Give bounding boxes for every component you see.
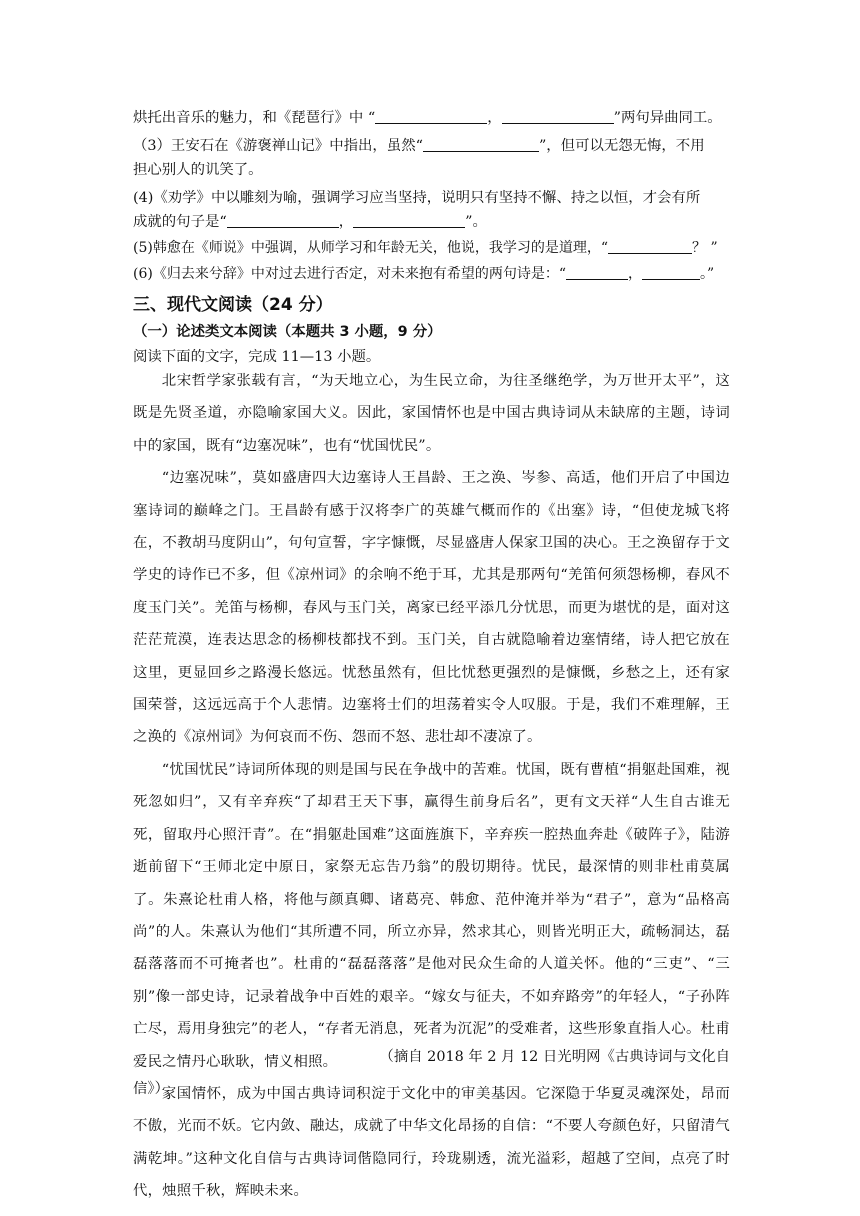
- source-line-2: 信》）: [133, 1081, 169, 1097]
- answer-blank[interactable]: [566, 265, 628, 280]
- item-5-text-pre: (5)韩愈在《师说》中强调，从师学习和年龄无关，他说，我学习的是道理，“: [133, 240, 608, 256]
- item-4-text-pre: 成就的句子是“: [133, 214, 227, 230]
- passage-source: [133, 1041, 730, 1105]
- exercise-item-3-line-2: 担心别人的讥笑了。: [133, 162, 263, 178]
- answer-blank[interactable]: [353, 213, 465, 228]
- passage-paragraph-1: 北宋哲学家张载有言，“为天地立心，为生民立命，为往圣继绝学，为万世开太平”，这既是先贤圣道，亦隐喻家国大义。因此，家国情怀也是中国古典诗词从未缺席的主题，诗词中的家国，既有“边塞况味”，也有“忧国忧民”。: [133, 373, 730, 454]
- answer-blank[interactable]: [423, 137, 539, 152]
- subsection-1-title: （一）论述类文本阅读（本题共 3 小题，9 分）: [133, 324, 442, 340]
- answer-blank[interactable]: [642, 265, 700, 280]
- passage-paragraph-2: “边塞况味”，莫如盛唐四大边塞诗人王昌龄、王之涣、岑参、高适，他们开启了中国边塞诗词的巅峰之门。王昌龄有感于汉将李广的英雄气概而作的《出塞》诗，“但使龙城飞将在，不教胡马度阴山”，句句宣誓，字字慷慨，尽显盛唐人保家卫国的决心。王之涣留存于文学史的诗作已不多，但《凉州词》的余响不绝于耳，尤其是那两句“羌笛何须怨杨柳，春风不度玉门关”。羌笛与杨柳，春风与玉门关，离家已经平添几分忧思，而更为堪忧的是，面对这茫茫荒漠，连表达思念的杨柳枝都找不到。玉门关，自古就隐喻着边塞情绪，诗人把它放在这里，更显回乡之路漫长悠远。忧愁虽然有，但比忧愁更强烈的是慷慨，乡愁之上，还有家国荣誉，这远远高于个人悲情。边塞将士们的坦荡着实令人叹服。于是，我们不难理解，王之涣的《凉州词》为何哀而不伤、怨而不怒、悲壮却不凄凉了。: [133, 470, 730, 746]
- exercise-item-5: [133, 238, 730, 258]
- source-line-1: （摘自 2018 年 2 月 12 日光明网《古典诗词与文化自: [379, 1049, 730, 1065]
- exercise-item-4-line-2: [133, 212, 730, 232]
- passage-paragraph-3: “忧国忧民”诗词所体现的则是国与民在争战中的苦难。忧国，既有曹植“捐躯赴国难，视死忽如归”，又有辛弃疾“了却君王天下事，赢得生前身后名”，更有文天祥“人生自古谁无死，留取丹心照汗青”。在“捐躯赴国难”这面旌旗下，辛弃疾一腔热血奔赴《破阵子》，陆游逝前留下“王师北定中原日，家祭无忘告乃翁”的殷切期待。忧民，最深情的则非杜甫莫属了。朱熹论杜甫人格，将他与颜真卿、诸葛亮、韩愈、范仲淹并举为“君子”，意为“品格高尚”的人。朱熹认为他们“其所遭不同，所立亦异，然求其心，则皆光明正大，疏畅洞达，磊磊落落而不可掩者也”。杜甫的“磊磊落落”是他对民众生命的人道关怀。他的“三吏”、“三别”像一部史诗，记录着战争中百姓的艰辛。“嫁女与征夫，不如弃路旁”的年轻人，“子孙阵亡尽，焉用身独完”的老人，“存者无消息，死者为沉泥”的受难者，这些形象直指人心。杜甫爱民之情丹心耿耿，情义相照。: [133, 761, 730, 1070]
- item-3-text-pre: （3）王安石在《游褒禅山记》中指出，虽然“: [133, 138, 423, 154]
- item-5-text-post: ？ ”: [692, 240, 718, 256]
- item-4-text-post: ”。: [465, 214, 487, 230]
- reading-instruction: 阅读下面的文字，完成 11—13 小题。: [133, 349, 381, 365]
- exercise-item-2-tail: [133, 108, 730, 128]
- item-2-separator: ，: [487, 110, 502, 126]
- section-3-title: 三、现代文阅读（24 分）: [133, 295, 333, 315]
- answer-blank[interactable]: [375, 109, 487, 124]
- item-6-separator: ，: [628, 266, 642, 282]
- item-6-text-post: 。”: [700, 266, 715, 282]
- item-4-separator: ，: [338, 214, 354, 230]
- answer-blank[interactable]: [608, 239, 692, 254]
- item-2-text-pre: 烘托出音乐的魅力，和《琵琶行》中 “: [133, 110, 376, 126]
- exercise-item-4-line-1: (4)《劝学》中以雕刻为喻，强调学习应当坚持，说明只有坚持不懈、持之以恒，才会有所: [133, 190, 701, 206]
- item-6-text-pre: (6)《归去来兮辞》中对过去进行否定，对未来抱有希望的两句诗是：“: [133, 266, 566, 282]
- item-2-text-post: ”两句异曲同工。: [613, 110, 722, 126]
- passage-paragraph-4: 家国情怀，成为中国古典诗词积淀于文化中的审美基因。它深隐于华夏灵魂深处，昂而不傲，光而不妖。它内敛、融达，成就了中华文化昂扬的自信：“不要人夸颜色好，只留清气满乾坤。”这种文化自信与古典诗词偕隐同行，玲珑剔透，流光溢彩，超越了空间，点亮了时代，烛照千秋，辉映未来。: [133, 1085, 730, 1200]
- item-3-text-post: ”，但可以无怨无悔，不用: [538, 138, 705, 154]
- exercise-item-3-line-1: [133, 136, 730, 156]
- exercise-item-6: [133, 264, 730, 284]
- answer-blank[interactable]: [502, 109, 614, 124]
- answer-blank[interactable]: [227, 213, 339, 228]
